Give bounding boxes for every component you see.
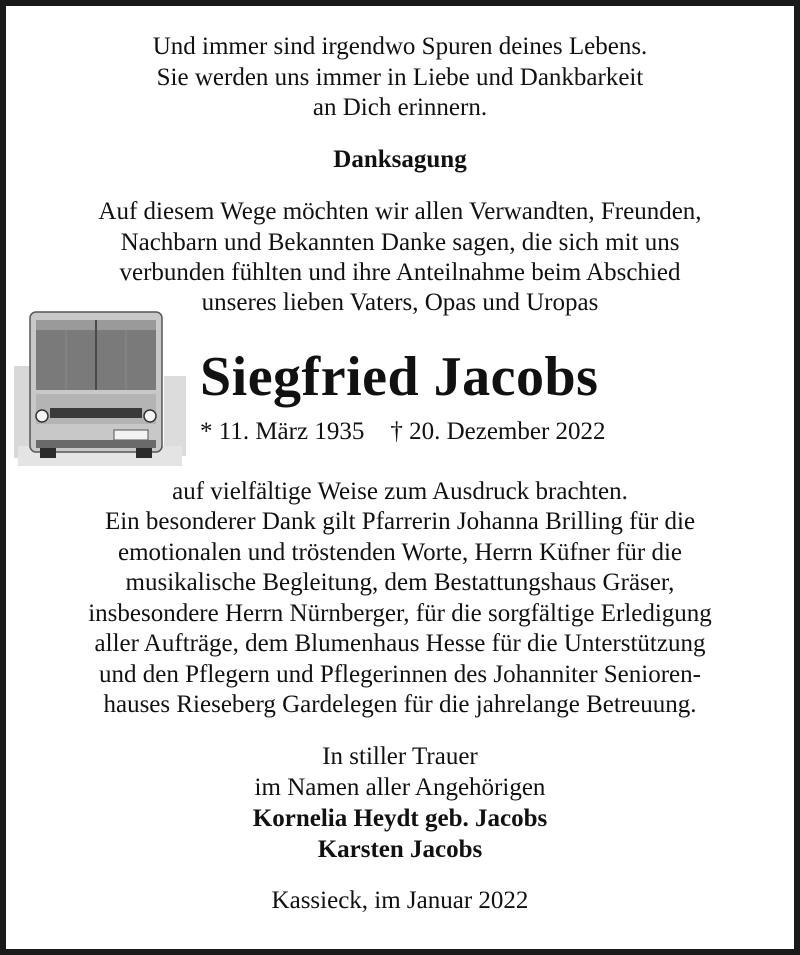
heading-danksagung: Danksagung [333,146,467,173]
signature-name-1: Kornelia Heydt geb. Jacobs [252,805,548,832]
thanks-intro-line-1: Auf diesem Wege möchten wir allen Verwandten, Freunden, [98,198,702,225]
birth-date: * 11. März 1935 [200,418,365,445]
thanks-intro-line-4: unseres lieben Vaters, Opas und Uropas [201,289,599,316]
thanks-body-line-4: musikalische Begleitung, dem Bestattungshaus Gräser, [125,569,675,596]
death-date: † 20. Dezember 2022 [390,418,606,445]
intro-line-1: Und immer sind irgendwo Spuren deines Lebens. [152,33,648,60]
thanks-body-line-3: emotionalen und tröstenden Worte, Herrn Küfner für die [117,539,682,566]
intro-line-3: an Dich erinnern. [312,94,488,121]
bus-photo [14,306,186,468]
thanks-body-line-8: hauses Rieseberg Gardelegen für die jahrelange Betreuung. [103,691,697,718]
signature-line-2: im Namen aller Angehörigen [254,774,546,801]
thanks-body-line-2: Ein besonderer Dank gilt Pfarrerin Johanna Brilling für die [104,508,696,535]
thanks-body-line-6: aller Aufträge, dem Blumenhaus Hesse für die Unterstützung [94,630,706,657]
thanks-intro-line-2: Nachbarn und Bekannten Danke sagen, die sich mit uns [120,229,680,256]
signature-line-1: In stiller Trauer [322,743,478,770]
thanks-intro-line-3: verbunden fühlten und ihre Anteilnahme beim Abschied [119,259,681,286]
deceased-name: Siegfried Jacobs [200,346,599,408]
intro-line-2: Sie werden uns immer in Liebe und Dankbarkeit [156,64,644,91]
life-dates [200,417,606,447]
signature-name-2: Karsten Jacobs [317,836,483,863]
thanks-body-line-7: und den Pflegern und Pflegerinnen des Johanniter Senioren- [99,661,701,688]
place-date: Kassieck, im Januar 2022 [271,887,529,914]
thanks-body-line-1: auf vielfältige Weise zum Ausdruck brachten. [172,478,628,505]
thanks-body-line-5: insbesondere Herrn Nürnberger, für die sorgfältige Erledigung [88,600,712,627]
